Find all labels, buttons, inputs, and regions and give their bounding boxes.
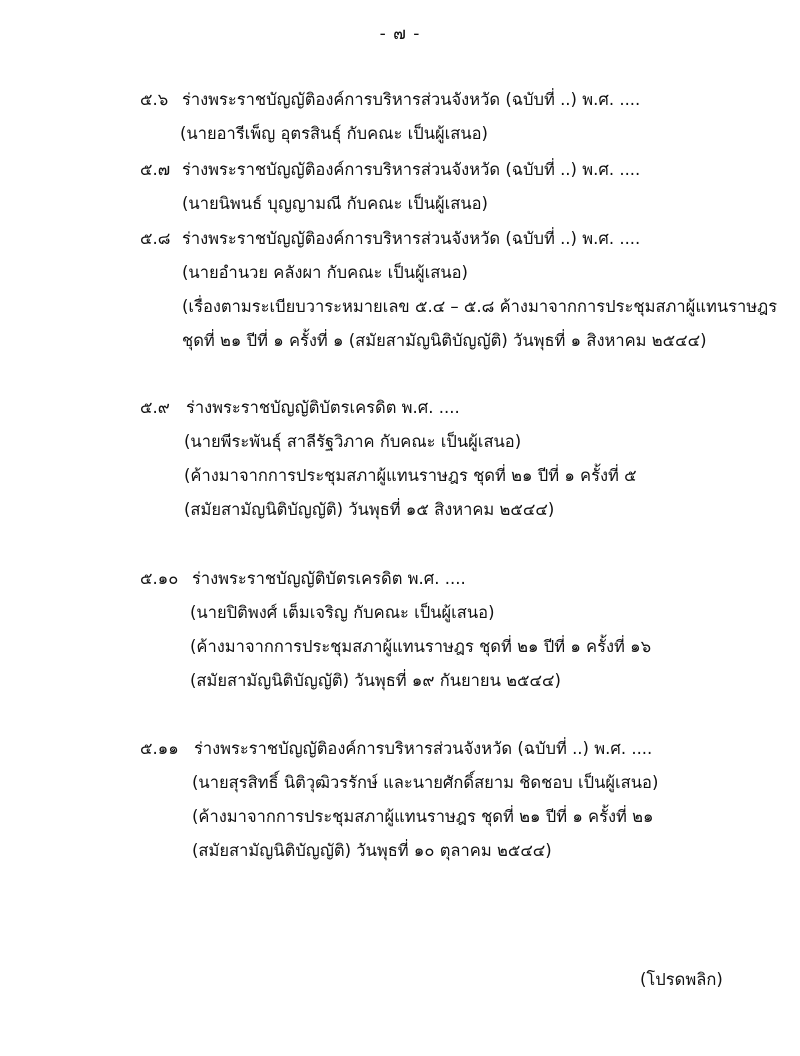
item-note: (ค้างมาจากการประชุมสภาผู้แทนราษฎร ชุดที่ ๒๑ ปีที่ ๑ ครั้งที่ ๕ [184,466,637,485]
item-number: ๕.๖ [140,90,169,109]
item-note: (นายอารีเพ็ญ อุตรสินธุ์ กับคณะ เป็นผู้เสนอ) [180,124,488,143]
item-number: ๕.๗ [140,160,171,179]
item-note: ชุดที่ ๒๑ ปีที่ ๑ ครั้งที่ ๑ (สมัยสามัญนิติบัญญัติ) วันพุธที่ ๑ สิงหาคม ๒๕๔๔) [182,331,707,350]
item-title: ร่างพระราชบัญญัติองค์การบริหารส่วนจังหวัด (ฉบับที่ ..) พ.ศ. .... [182,229,641,248]
item-note: (ค้างมาจากการประชุมสภาผู้แทนราษฎร ชุดที่ ๒๑ ปีที่ ๑ ครั้งที่ ๒๑ [192,807,654,826]
item-title: ร่างพระราชบัญญัติองค์การบริหารส่วนจังหวัด (ฉบับที่ ..) พ.ศ. .... [194,739,653,758]
page-number: - ๗ - [379,24,421,44]
item-note: (ค้างมาจากการประชุมสภาผู้แทนราษฎร ชุดที่ ๒๑ ปีที่ ๑ ครั้งที่ ๑๖ [190,637,652,656]
item-note: (นายสุรสิทธิ์ นิติวุฒิวรรักษ์ และนายศักดิ์สยาม ชิดชอบ เป็นผู้เสนอ) [192,773,659,792]
item-note: (นายอำนวย คลังผา กับคณะ เป็นผู้เสนอ) [182,263,468,282]
item-title: ร่างพระราชบัญญัติบัตรเครดิต พ.ศ. .... [192,569,466,588]
item-note: (เรื่องตามระเบียบวาระหมายเลข ๕.๔ – ๕.๘ ค้างมาจากการประชุมสภาผู้แทนราษฎร [182,297,778,316]
item-number: ๕.๙ [140,398,170,417]
item-note: (นายพีระพันธุ์ สาลีรัฐวิภาค กับคณะ เป็นผู้เสนอ) [184,432,522,451]
item-note: (นายนิพนธ์ บุญญามณี กับคณะ เป็นผู้เสนอ) [182,194,488,213]
item-title: ร่างพระราชบัญญัติองค์การบริหารส่วนจังหวัด (ฉบับที่ ..) พ.ศ. .... [182,160,641,179]
item-title: ร่างพระราชบัญญัติองค์การบริหารส่วนจังหวัด (ฉบับที่ ..) พ.ศ. .... [182,90,641,109]
item-number: ๕.๘ [140,229,171,248]
item-number: ๕.๑๐ [140,569,179,588]
item-note: (สมัยสามัญนิติบัญญัติ) วันพุธที่ ๑๕ สิงหาคม ๒๕๔๔) [184,500,555,519]
item-note: (นายปิติพงศ์ เต็มเจริญ กับคณะ เป็นผู้เสนอ) [190,603,495,622]
item-title: ร่างพระราชบัญญัติบัตรเครดิต พ.ศ. .... [186,398,460,417]
please-turn-over-note: (โปรดพลิก) [640,970,723,989]
item-note: (สมัยสามัญนิติบัญญัติ) วันพุธที่ ๑๙ กันยายน ๒๕๔๔) [190,671,561,690]
item-number: ๕.๑๑ [140,739,179,758]
item-note: (สมัยสามัญนิติบัญญัติ) วันพุธที่ ๑๐ ตุลาคม ๒๕๔๔) [192,841,552,860]
